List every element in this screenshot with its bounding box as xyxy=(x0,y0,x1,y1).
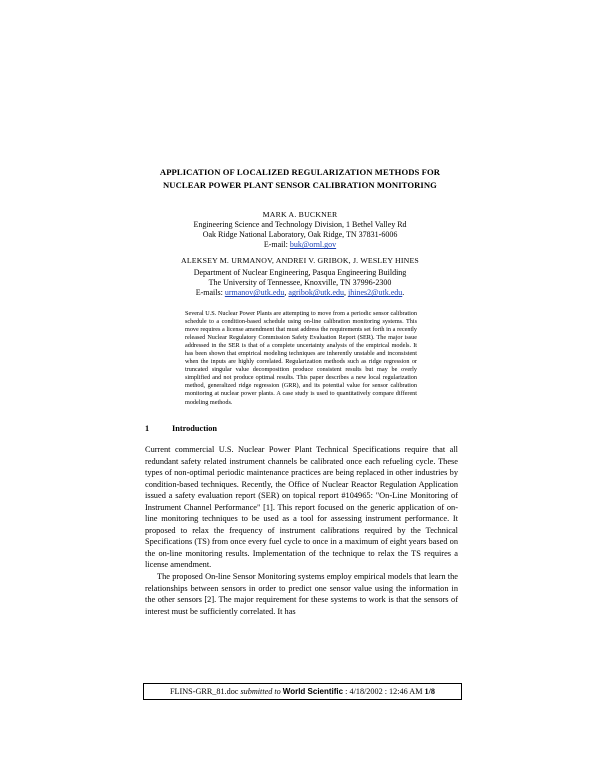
paper-title xyxy=(110,166,490,191)
author-2-names: ALEKSEY M. URMANOV, ANDREI V. GRIBOK, J. WESLEY HINES xyxy=(181,256,419,265)
author-2-email-link-2[interactable]: agribok@utk.edu xyxy=(288,288,344,298)
email-separator-1: , xyxy=(284,288,287,298)
author-2-affiliation xyxy=(150,268,450,299)
author-2-email-label: E-mails: xyxy=(195,288,223,298)
footer-submitted-to: submitted to xyxy=(240,687,281,696)
author-2-email-link-1[interactable]: urmanov@utk.edu xyxy=(224,288,285,298)
section-number: 1 xyxy=(145,424,150,433)
body-paragraph-1: Current commercial U.S. Nuclear Power Plant Technical Specifications require that all redundant safety related instrument channels be calibrated once each refueling cycle. These types of non-optimal periodic maintenance practices are being replaced in other industries by condition-based techniques. Recently, the Office of Nuclear Reactor Regulation Application issued a safety evaluation report (SER) on topical report #104965: "On-Line Monitoring of Instrument Channel Performance" [1]. This report focused on the generic application of on-line monitoring techniques to be used as a tool for assessing instrument performance. It proposed to relax the frequency of instrument calibrations required by the Technical Specifications (TS) from once every fuel cycle to once in a maximum of eight years based on the on-line monitoring results. Implementation of the technique to relax the TS requires a license amendment. xyxy=(145,445,458,570)
author-1-affil-line-1: Engineering Science and Technology Division, 1 Bethel Valley Rd xyxy=(193,220,407,229)
author-2-email-line xyxy=(150,288,450,298)
author-2-affil-line-1: Department of Nuclear Engineering, Pasqua Engineering Building xyxy=(193,268,407,277)
title-line-1: APPLICATION OF LOCALIZED REGULARIZATION METHODS FOR xyxy=(159,167,441,177)
email-separator-2: , xyxy=(344,288,346,298)
author-1-affil-line-2: Oak Ridge National Laboratory, Oak Ridge, TN 37831-6006 xyxy=(202,230,398,240)
footer-publisher: World Scientific xyxy=(282,687,344,696)
author-1-email-label: E-mail: xyxy=(263,240,288,250)
abstract-text: Several U.S. Nuclear Power Plants are attempting to move from a periodic sensor calibration schedule to a condition-based schedule using on-line calibration monitoring systems. This move requires a license amendment that must address the requirements set forth in a recently released Nuclear Regulatory Commission Safety Evaluation Report (SER). The major issue addressed in the SER is that of a complete uncertainty analysis of the empirical models. It has been shown that empirical modeling techniques are inherently unstable and inconsistent when the inputs are highly correlated. Regularization methods such as ridge regression or truncated singular value decomposition produce consistent results but may be overly simplified and not produce optimal results. This paper describes a new local regularization method, generalized ridge regression (GRR), and its potential value for sensor calibration monitoring at nuclear power plants. A case study is used to quantitatively compare different modeling methods. xyxy=(185,310,417,406)
section-title: Introduction xyxy=(172,424,218,433)
author-2-affil-line-2: The University of Tennessee, Knoxville, TN 37996-2300 xyxy=(208,278,392,288)
author-1-email-line xyxy=(150,240,450,250)
author-1-affiliation xyxy=(150,220,450,251)
email-end-period: . xyxy=(402,288,405,298)
footer-date-time: : 4/18/2002 : 12:46 AM xyxy=(345,687,423,696)
author-1-name: MARK A. BUCKNER xyxy=(262,210,338,219)
body-text xyxy=(145,444,458,617)
author-1-email-link[interactable]: buk@ornl.gov xyxy=(289,240,337,250)
body-paragraph-2: The proposed On-line Sensor Monitoring systems employ empirical models that learn the relationships between sensors in order to predict one sensor value using the information in the other sensors [2]. The major requirement for these systems to work is that the sensors of interest must be sufficiently correlated. It has xyxy=(145,572,458,616)
section-heading xyxy=(145,424,217,433)
footer-filename: FLINS-GRR_81.doc xyxy=(169,687,239,696)
author-2-email-link-3[interactable]: jhines2@utk.edu xyxy=(348,288,403,298)
footer-page-number: 1/8 xyxy=(424,687,436,696)
page-footer xyxy=(143,683,462,700)
title-line-2: NUCLEAR POWER PLANT SENSOR CALIBRATION MONITORING xyxy=(163,179,437,190)
